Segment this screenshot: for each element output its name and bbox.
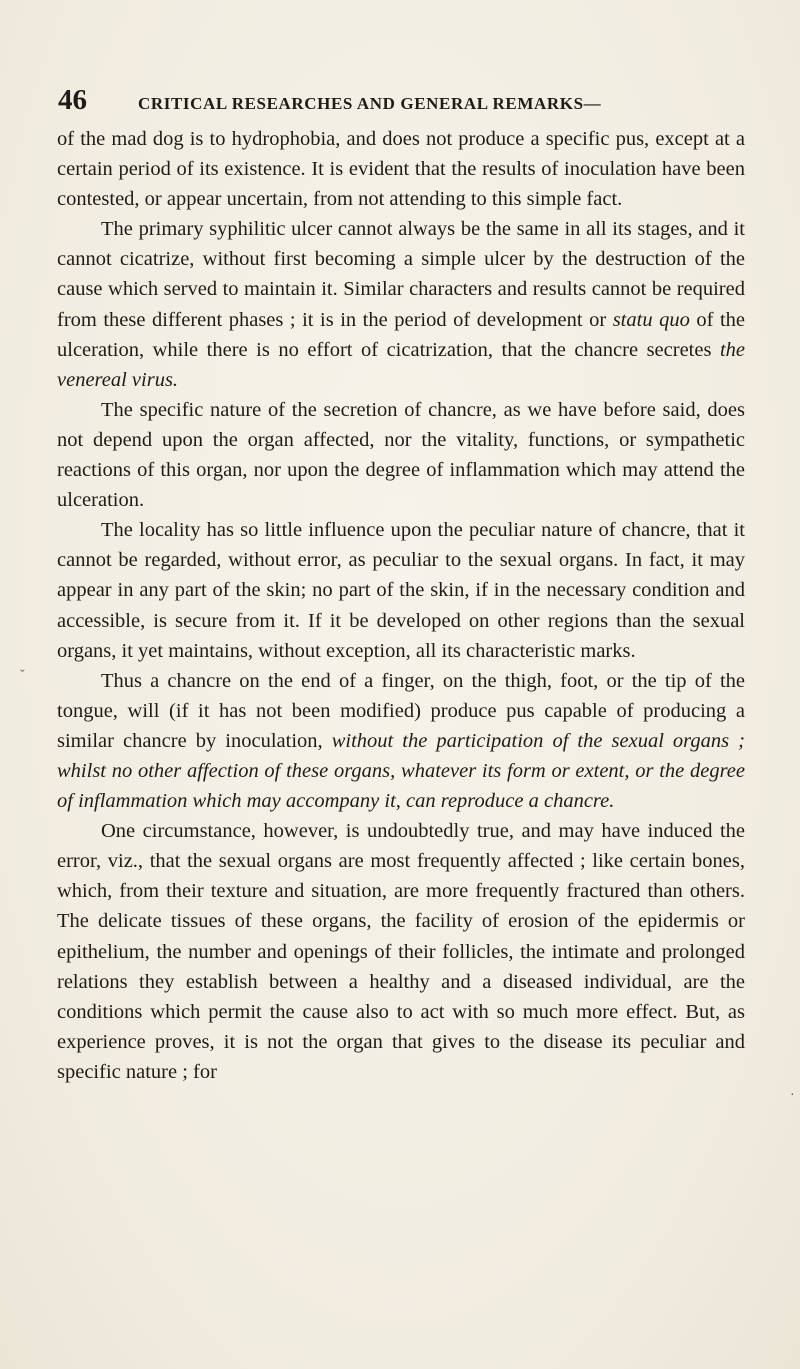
- italic-text: without the participation of the sexual organs ; whilst no other affection of these organs, whatever its form or extent, or the degree of inflammation which may accompany it, can reproduce a chancre.: [57, 729, 746, 813]
- page-header: [58, 84, 758, 120]
- text-segment: One circumstance, however, is undoubtedly true, and may have induced the error, viz., that the sexual organs are most frequently affected ; like certain bones, which, from their texture and situation, are more frequently fractured than others. The delicate tissues of these organs, the facility of erosion of the epidermis or epithelium, the number and openings of their follicles, the intimate and prolonged relations they establish between a healthy and a diseased individual, are the conditions which permit the cause also to act with so much more effect. But, as experience proves, it is not the organ that gives to the disease its peculiar and specific nature ; for: [57, 820, 745, 1083]
- italic-text: statu quo: [612, 308, 690, 331]
- paragraph: [57, 124, 745, 214]
- page-number: 46: [58, 84, 87, 116]
- paragraph: [57, 666, 745, 816]
- text-segment: of the mad dog is to hydrophobia, and does not produce a specific pus, except at a certain period of its existence. It is evident that the results of inoculation have been contested, or appear uncertain, from not attending to this simple fact.: [57, 128, 745, 211]
- paragraph: [57, 214, 745, 395]
- running-head: CRITICAL RESEARCHES AND GENERAL REMARKS—: [138, 94, 602, 113]
- paragraph: [57, 515, 745, 665]
- text-segment: The primary syphilitic ulcer cannot always be the same in all its stages, and it cannot cicatrize, without first becoming a simple ulcer by the destruction of the cause which served to maintain it. Similar characters and results cannot be required from these different phases ; it is in the period of development or: [57, 218, 745, 331]
- margin-mark-lower: ·: [790, 1088, 795, 1103]
- text-segment: The specific nature of the secretion of chancre, as we have before said, does not depend upon the organ affected, nor the vitality, functions, or sympathetic reactions of this organ, nor upon the degree of inflammation which may attend the ulceration.: [57, 398, 745, 512]
- paragraph: [57, 395, 745, 515]
- italic-text: the venereal virus.: [57, 338, 745, 391]
- paragraph: [57, 816, 745, 1087]
- body-text: [57, 124, 745, 1087]
- text-segment: of the ulceration, while there is no effort of cicatrization, that the chancre secretes: [57, 308, 745, 361]
- margin-mark-upper: ˇ: [20, 668, 25, 683]
- text-segment: Thus a chancre on the end of a finger, on the thigh, foot, or the tip of the tongue, will (if it has not been modified) produce pus capable of producing a similar chancre by inoculation,: [57, 669, 745, 752]
- text-segment: The locality has so little influence upon the peculiar nature of chancre, that it cannot be regarded, without error, as peculiar to the sexual organs. In fact, it may appear in any part of the skin; no part of the skin, if in the necessary condition and accessible, is secure from it. If it be developed on other regions than the sexual organs, it yet maintains, without exception, all its characteristic marks.: [57, 519, 745, 662]
